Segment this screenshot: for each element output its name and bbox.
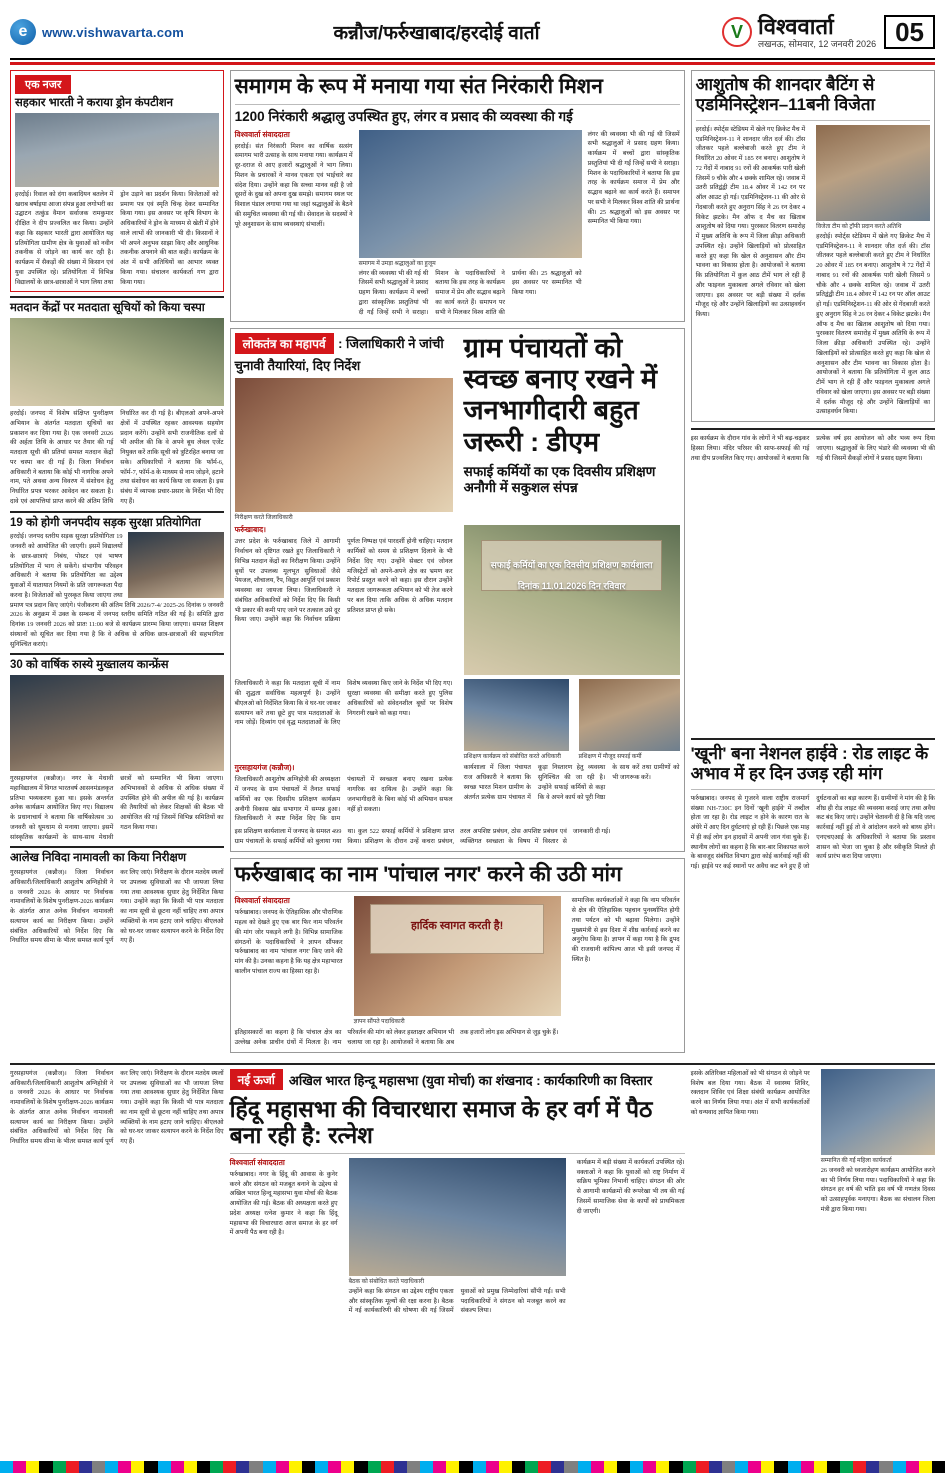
cmyk-swatch [407, 1461, 420, 1473]
ek-nazar-box [10, 70, 224, 292]
swachh-text-rest: कार्यशाला में जिला पंचायत राज अधिकारी ने बताया कि स्वच्छ भारत मिशन ग्रामीण के अंतर्गत प्रत्येक ग्राम पंचायत में कूड़ा निस्तारण हेतु व्यवस्था सुनिश्चित की जा रही है। उन्होंने सफाई कर्मियों से कहा कि वे अपने कार्य को पूरी निष्ठा के साथ करें तथा ग्रामीणों को भी जागरूक करें। [463, 764, 680, 801]
cmyk-swatch [79, 1461, 92, 1473]
cmyk-swatch [932, 1461, 945, 1473]
cmyk-swatch [144, 1461, 157, 1473]
cmyk-swatch [341, 1461, 354, 1473]
cmyk-swatch [604, 1461, 617, 1473]
article-a1-photo [15, 113, 219, 187]
cmyk-swatch [197, 1461, 210, 1473]
cmyk-swatch [591, 1461, 604, 1473]
hindu-caption-left: बैठक को संबोधित करते पदाधिकारी [348, 1278, 425, 1285]
cricket-rule [696, 120, 930, 121]
cmyk-swatch [315, 1461, 328, 1473]
swachh-text1: जिलाधिकारी आशुतोष अग्निहोत्री की अध्यक्षता में जनपद के ग्राम पंचायतों में तैनात सफाई कर्मियों का एक दिवसीय प्रशिक्षण कार्यक्रम अनौगी विकास खंड सभागार में सम्पन्न हुआ। जिलाधिकारी ने स्पष्ट निर्देश दिए कि ग्राम पंचायतों में स्वच्छता बनाए रखना प्रत्येक नागरिक का दायित्व है। उन्होंने कहा कि जनभागीदारी के बिना कोई भी अभियान सफल नहीं हो सकता। [234, 776, 453, 823]
cmyk-swatch [827, 1461, 840, 1473]
panchal-text3: इतिहासकारों का कहना है कि पांचाल क्षेत्र का उल्लेख अनेक प्राचीन ग्रंथों में मिलता है। नाम परिवर्तन की मांग को लेकर हस्ताक्षर अभियान भी चलाया जा रहा है। आयोजकों ने बताया कि अब तक हजारों लोग इस अभियान से जुड़ चुके हैं। [234, 1029, 559, 1047]
cmyk-swatch [748, 1461, 761, 1473]
cmyk-swatch [473, 1461, 486, 1473]
cmyk-swatch [669, 1461, 682, 1473]
cmyk-swatch [223, 1461, 236, 1473]
swachh-photo-right [579, 679, 680, 751]
article-a3-photo [128, 532, 224, 598]
panchayat-right-text: इस कार्यक्रम के दौरान गांव के लोगों ने भी बढ़-चढ़कर हिस्सा लिया। मंदिर परिसर की साफ-सफाई की गई तथा दीप प्रज्वलित किए गए। आयोजकों ने बताया कि प्रत्येक वर्ष इस आयोजन को और भव्य रूप दिया जाएगा। श्रद्धालुओं के लिए भंडारे की व्यवस्था भी की गई थी जिसमें सैकड़ों लोगों ने प्रसाद ग्रहण किया। [690, 435, 935, 462]
hindu-text4: इसके अतिरिक्त महिलाओं को भी संगठन से जोड़ने पर विशेष बल दिया गया। बैठक में स्वास्थ्य शिविर, रक्तदान शिविर एवं शिक्षा संबंधी कार्यक्रम आयोजित करने का निर्णय लिया गया। अंत में सभी कार्यकर्ताओं को धन्यवाद ज्ञापित किया गया। [690, 1069, 810, 1116]
swachh-banner-line2: दिनांक 11.01.2026 दिन रविवार [517, 581, 626, 592]
cmyk-swatch [289, 1461, 302, 1473]
article-a3-headline: 19 को होगी जनपदीय सड़क सुरक्षा प्रतियोगिता [10, 516, 201, 529]
cmyk-swatch [696, 1461, 709, 1473]
masthead-url-block [10, 19, 238, 45]
cricket-text-cont: हरदोई। स्पोर्ट्स स्टेडियम में खेले गए क्रिकेट मैच में एडमिनिस्ट्रेशन-11 ने शानदार जीत दर्ज की। टॉस जीतकर पहले बल्लेबाजी करते हुए टीम ने निर्धारित 20 ओवर में 185 रन बनाए। आशुतोष ने 72 गेंदों में नाबाद 91 रनों की आकर्षक पारी खेली जिसमें 9 चौके और 4 छक्के शामिल रहे। जवाब में उतरी प्रतिद्वंद्वी टीम 18.4 ओवर में 142 रन पर ऑल आउट हो गई। एडमिनिस्ट्रेशन-11 की ओर से गेंदबाजी करते हुए अनुराग सिंह ने 26 रन देकर 4 विकेट झटके। मैन ऑफ द मैच का खिताब आशुतोष को दिया गया। पुरस्कार वितरण समारोह में मुख्य अतिथि के रूप में जिला क्रीड़ा अधिकारी उपस्थित रहे। उन्होंने खिलाड़ियों को प्रोत्साहित करते हुए कहा कि खेल से अनुशासन और टीम भावना का विकास होता है। आयोजकों ने बताया कि प्रतियोगिता में कुल आठ टीमें भाग ले रही हैं और फाइनल मुकाबला अगले रविवार को खेला जाएगा। इस अवसर पर बड़ी संख्या में दर्शक मौजूद रहे और उन्होंने खिलाड़ियों का उत्साहवर्धन किया। [816, 232, 930, 416]
website-url[interactable]: www.vishwavarta.com [42, 24, 185, 40]
cmyk-swatch [394, 1461, 407, 1473]
hindu-mahasabha-article [10, 1063, 935, 1319]
cmyk-swatch [420, 1461, 433, 1473]
cmyk-swatch [774, 1461, 787, 1473]
column-left [10, 70, 224, 1059]
dm-text: उत्तर प्रदेश के फर्रुखाबाद जिले में आगामी निर्वाचन को दृष्टिगत रखते हुए जिलाधिकारी ने विभिन्न मतदान केंद्रों का निरीक्षण किया। उन्होंने बूथों पर उपलब्ध मूलभूत सुविधाओं जैसे पेयजल, शौचालय, रैंप, विद्युत आपूर्ति एवं प्रकाश व्यवस्था का जायजा लिया। जिलाधिकारी ने संबंधित अधिकारियों को निर्देश दिए कि किसी भी प्रकार की कमी पाए जाने पर तत्काल उसे दूर किया जाए। उन्होंने कहा कि निर्वाचन प्रक्रिया पूर्णतः निष्पक्ष एवं पारदर्शी होनी चाहिए। मतदान कार्मिकों को समय से प्रशिक्षण दिलाने के भी निर्देश दिए गए। उन्होंने सेक्टर एवं जोनल मजिस्ट्रेटों को अपने-अपने क्षेत्र का भ्रमण कर रिपोर्ट प्रस्तुत करने को कहा। इस दौरान उन्होंने मतदाता जागरूकता अभियान को भी तेज करने पर बल दिया ताकि अधिक से अधिक मतदान प्रतिशत प्राप्त हो सके। [234, 538, 453, 624]
highway-text: फर्रुखाबाद। जनपद से गुजरने वाला राष्ट्रीय राजमार्ग संख्या NH-730C इन दिनों 'खूनी हाईवे' में तब्दील होता जा रहा है। रोड लाइट न होने के कारण रात के अंधेरे में आए दिन दुर्घटनाएं हो रही हैं। पिछले एक माह में ही कई लोग इन हादसों में अपनी जान गंवा चुके हैं। स्थानीय लोगों का कहना है कि बार-बार शिकायत करने के बावजूद संबंधित विभाग द्वारा कोई कार्रवाई नहीं की गई। हाईवे पर कई स्थानों पर अवैध कट बने हुए हैं जो दुर्घटनाओं का बड़ा कारण हैं। ग्रामीणों ने मांग की है कि शीघ्र ही रोड लाइट की व्यवस्था कराई जाए तथा अवैध कट बंद किए जाएं। उन्होंने चेतावनी दी है कि यदि जल्द कार्रवाई नहीं हुई तो वे आंदोलन करने को बाध्य होंगे। एनएचएआई के अधिकारियों ने बताया कि प्रस्ताव शासन को भेजा जा चुका है और स्वीकृति मिलते ही कार्य प्रारंभ करा दिया जाएगा। [690, 794, 935, 871]
cricket-headline: आशुतोष की शानदार बैटिंग से एडमिनिस्ट्रेशन–11बनी विजेता [695, 75, 875, 115]
swachh-caption-left: प्रशिक्षण कार्यक्रम को संबोधित करते अधिकारी [463, 754, 561, 761]
lead-subhead: 1200 निरंकारी श्रद्धालु उपस्थित हुए, लंगर व प्रसाद की व्यवस्था की गई [234, 108, 573, 124]
article-a5-headline: आलेख निविदा नामावली का किया निरीक्षण [10, 852, 187, 865]
hindu-byline: विश्ववार्ता संवाददाता [229, 1157, 285, 1167]
cricket-article [691, 70, 935, 422]
ek-nazar-label: एक नजर [15, 75, 71, 94]
page-content [10, 70, 935, 1059]
cmyk-swatch [66, 1461, 79, 1473]
page-number: 05 [884, 15, 935, 50]
cmyk-swatch [131, 1461, 144, 1473]
cricket-photo [816, 125, 930, 221]
cmyk-swatch [158, 1461, 171, 1473]
lead-photo [359, 130, 582, 258]
panchal-rule [235, 891, 680, 892]
cmyk-swatch [171, 1461, 184, 1473]
article-a5-text: गुरसहायगंज (कन्नौज)। जिला निर्वाचन अधिकारी/जिलाधिकारी आशुतोष अग्निहोत्री ने 8 जनवरी 2026 के आधार पर निर्वाचक नामावलियों के विशेष पुनरीक्षण-2026 कार्यक्रम के अंतर्गत आज अनेक निर्वाचन नामावली सत्यापन कार्य का निरीक्षण किया। उन्होंने संबंधित अधिकारियों को निर्देश दिए कि निर्धारित समय सीमा के भीतर समस्त कार्य पूर्ण कर लिए जाएं। निरीक्षण के दौरान मतदेय स्थलों पर उपलब्ध सुविधाओं का भी जायजा लिया गया तथा आवश्यक सुधार हेतु निर्देशित किया गया। उन्होंने कहा कि किसी भी पात्र मतदाता का नाम सूची से छूटना नहीं चाहिए तथा अपात्र व्यक्तियों के नाम हटाए जाने चाहिए। बीएलओ को घर-घर जाकर सत्यापन करने के निर्देश दिए गए हैं। [10, 869, 224, 945]
hindu-text5: 26 जनवरी को ध्वजारोहण कार्यक्रम आयोजित करने का भी निर्णय लिया गया। पदाधिकारियों ने कहा कि संगठन हर वर्ष की भांति इस वर्ष भी गणतंत्र दिवस को उत्साहपूर्वक मनाएगा। बैठक का संचालन जिला मंत्री द्वारा किया गया। [820, 1166, 935, 1213]
cmyk-swatch [722, 1461, 735, 1473]
swachh-banner-line1: सफाई कर्मियों का एक दिवसीय प्रशिक्षण कार्यशाला [490, 560, 653, 571]
publication-dateline: लखनऊ, सोमवार, 12 जनवरी 2026 [758, 38, 877, 49]
hindu-right [691, 1069, 935, 1319]
dm-photo-caption: निरीक्षण करते जिलाधिकारी [234, 515, 293, 522]
hindu-left-spacer [10, 1069, 224, 1319]
panchal-banner-text: हार्दिक स्वागत करती है! [410, 920, 504, 932]
swachh-headline: ग्राम पंचायतों को स्वच्छ बनाए रखने में जनभागीदारी बहुत जरूरी : डीएम [463, 333, 658, 457]
swachh-photo-left [464, 679, 569, 751]
article-a3-text: हरदोई। जनपद स्तरीय सड़क सुरक्षा प्रतियोगिता 19 जनवरी को आयोजित की जाएगी। इसमें विद्यालयों के छात्र-छात्राएं निबंध, पोस्टर एवं भाषण प्रतियोगिता में भाग ले सकेंगे। संभागीय परिवहन अधिकारी ने बताया कि प्रतियोगिता का उद्देश्य युवाओं में यातायात नियमों के प्रति जागरूकता पैदा करना है। विजेताओं को पुरस्कृत किया जाएगा तथा प्रमाण पत्र प्रदान किए जाएंगे। पंजीकरण की अंतिम तिथि 2026/7-4/ 2025-26 दिनांक 9 जनवरी 2026 के अनुक्रम में उक्त के सम्बन्ध में जनपद स्तरीय समिति गठित की गई है। समिति द्वारा दिनांक 19 जनवरी 2026 को प्रातः 11:00 बजे से कार्यक्रम प्रारम्भ किया जाएगा। समस्त शिक्षण संस्थानों को सूचित कर दिया गया है कि वे अधिक से अधिक छात्र-छात्राओं की सहभागिता सुनिश्चित कराएं। [10, 533, 224, 648]
lead-article [230, 70, 685, 322]
article-a2-text: हरदोई। जनपद में विशेष संक्षिप्त पुनरीक्षण अभियान के अंतर्गत मतदाता सूचियों का प्रकाशन कर दिया गया है। एक जनवरी 2026 की अर्हता तिथि के आधार पर तैयार की गई मतदाता सूची की प्रतियां समस्त मतदान केंद्रों पर चस्पा कर दी गई हैं। जिला निर्वाचन अधिकारी ने बताया कि कोई भी नागरिक अपने नाम, पते अथवा अन्य विवरण में संशोधन हेतु निर्धारित प्रपत्र भरकर आवेदन कर सकता है। दावे एवं आपत्तियां प्राप्त करने की अंतिम तिथि निर्धारित कर दी गई है। बीएलओ अपने-अपने क्षेत्रों में उपस्थित रहकर आवश्यक सहयोग प्रदान करेंगे। उन्होंने सभी राजनीतिक दलों से भी अपील की कि वे अपने बूथ लेवल एजेंट नियुक्त करें ताकि सूची को त्रुटिरहित बनाया जा सके। अधिकारियों ने बताया कि फॉर्म-6, फॉर्म-7, फॉर्म-8 के माध्यम से नाम जोड़ने, हटाने तथा संशोधन का कार्य किया जा सकता है। इस संबंध में व्यापक प्रचार-प्रसार के निर्देश भी दिए गए हैं। [10, 410, 224, 505]
divider-c1 [691, 428, 935, 430]
dm-byline: फर्रुखाबाद। [234, 525, 266, 535]
divider-a4 [10, 846, 224, 848]
divider-a1 [10, 296, 224, 298]
edition-title: कन्नौज/फर्रुखाबाद/हरदोई वार्ता [333, 23, 540, 44]
lead-byline: विश्ववार्ता संवाददाता [234, 129, 290, 139]
cmyk-swatch [53, 1461, 66, 1473]
cricket-text: हरदोई। स्पोर्ट्स स्टेडियम में खेले गए क्रिकेट मैच में एडमिनिस्ट्रेशन-11 ने शानदार जीत दर्ज की। टॉस जीतकर पहले बल्लेबाजी करते हुए टीम ने निर्धारित 20 ओवर में 185 रन बनाए। आशुतोष ने 72 गेंदों में नाबाद 91 रनों की आकर्षक पारी खेली जिसमें 9 चौके और 4 छक्के शामिल रहे। जवाब में उतरी प्रतिद्वंद्वी टीम 18.4 ओवर में 142 रन पर ऑल आउट हो गई। एडमिनिस्ट्रेशन-11 की ओर से गेंदबाजी करते हुए अनुराग सिंह ने 26 रन देकर 4 विकेट झटके। मैन ऑफ द मैच का खिताब आशुतोष को दिया गया। पुरस्कार वितरण समारोह में मुख्य अतिथि के रूप में जिला क्रीड़ा अधिकारी उपस्थित रहे। उन्होंने खिलाड़ियों को प्रोत्साहित करते हुए कहा कि खेल से अनुशासन और टीम भावना का विकास होता है। आयोजकों ने बताया कि प्रतियोगिता में कुल आठ टीमें भाग ले रही हैं और फाइनल मुकाबला अगले रविवार को खेला जाएगा। इस अवसर पर बड़ी संख्या में दर्शक मौजूद रहे और उन्होंने खिलाड़ियों का उत्साहवर्धन किया। [695, 125, 806, 319]
cmyk-swatch [381, 1461, 394, 1473]
panchal-article [230, 858, 685, 1053]
cmyk-swatch [184, 1461, 197, 1473]
cmyk-swatch [433, 1461, 446, 1473]
masthead-red-rule [10, 62, 935, 65]
cmyk-swatch [0, 1461, 13, 1473]
lead-text-below: लंगर की व्यवस्था भी की गई थी जिसमें सभी श्रद्धालुओं ने प्रसाद ग्रहण किया। कार्यक्रम में बच्चों द्वारा सांस्कृतिक प्रस्तुतियां भी दी गईं जिन्हें सभी ने सराहा। मिशन के पदाधिकारियों ने बताया कि इस तरह के कार्यक्रम समाज में प्रेम और सद्भाव बढ़ाने का कार्य करते हैं। समापन पर सभी ने मिलकर विश्व शांति की प्रार्थना की। 25 श्रद्धालुओं को इस अवसर पर सम्मानित भी किया गया। [358, 269, 582, 316]
cmyk-swatch [512, 1461, 525, 1473]
publication-name: विश्ववार्ता [758, 13, 834, 39]
cmyk-swatch [919, 1461, 932, 1473]
swachh-photo-main [464, 525, 680, 675]
cmyk-swatch [630, 1461, 643, 1473]
cmyk-registration-bar [0, 1461, 945, 1473]
hindu-text2: उन्होंने कहा कि संगठन का उद्देश्य राष्ट्रीय एकता और सांस्कृतिक मूल्यों की रक्षा करना है। बैठक में नई कार्यकारिणी की घोषणा की गई जिसमें युवाओं को प्रमुख जिम्मेदारियां सौंपी गईं। सभी पदाधिकारियों ने संगठन को मजबूत करने का संकल्प लिया। [348, 1287, 566, 1315]
dm-text2: जिलाधिकारी ने कहा कि मतदाता सूची में नाम की शुद्धता सर्वाधिक महत्वपूर्ण है। उन्होंने बीएलओ को निर्देशित किया कि वे घर-घर जाकर सत्यापन करें तथा छूटे हुए पात्र मतदाताओं के नाम जोड़ें। दिव्यांग एवं वृद्ध मतदाताओं के लिए विशेष व्यवस्था किए जाने के निर्देश भी दिए गए। सुरक्षा व्यवस्था की समीक्षा करते हुए पुलिस अधिकारियों को संवेदनशील बूथों पर विशेष निगरानी रखने को कहा गया। [234, 680, 453, 727]
cmyk-swatch [92, 1461, 105, 1473]
cmyk-swatch [459, 1461, 472, 1473]
cmyk-swatch [788, 1461, 801, 1473]
lead-headline: समागम के रूप में मनाया गया संत निरंकारी मिशन [234, 75, 603, 98]
swachh-article [230, 328, 685, 851]
cmyk-swatch [236, 1461, 249, 1473]
column-right [691, 70, 935, 1059]
masthead-logo-block [635, 15, 935, 50]
lead-rule [235, 104, 680, 105]
cmyk-swatch [564, 1461, 577, 1473]
divider-c2 [691, 738, 935, 740]
cmyk-swatch [263, 1461, 276, 1473]
cmyk-swatch [879, 1461, 892, 1473]
highway-rule [691, 789, 935, 790]
hindu-left-text: गुरसहायगंज (कन्नौज)। जिला निर्वाचन अधिकारी/जिलाधिकारी आशुतोष अग्निहोत्री ने 8 जनवरी 2026 के आधार पर निर्वाचक नामावलियों के विशेष पुनरीक्षण-2026 कार्यक्रम के अंतर्गत आज अनेक निर्वाचन नामावली सत्यापन कार्य का निरीक्षण किया। उन्होंने संबंधित अधिकारियों को निर्देश दिए कि निर्धारित समय सीमा के भीतर समस्त कार्य पूर्ण कर लिए जाएं। निरीक्षण के दौरान मतदेय स्थलों पर उपलब्ध सुविधाओं का भी जायजा लिया गया तथा आवश्यक सुधार हेतु निर्देशित किया गया। उन्होंने कहा कि किसी भी पात्र मतदाता का नाम सूची से छूटना नहीं चाहिए तथा अपात्र व्यक्तियों के नाम हटाए जाने चाहिए। बीएलओ को घर-घर जाकर सत्यापन करने के निर्देश दिए गए हैं। [10, 1069, 224, 1146]
hindu-photo-right [821, 1069, 935, 1155]
article-a4-photo [10, 675, 224, 771]
cmyk-swatch [499, 1461, 512, 1473]
globe-icon: e [10, 19, 36, 45]
hindu-text1: फर्रुखाबाद। नगर के हिंदू की आवास के कुनेर करने और संगठन को मजबूत बनाने के उद्देश्य से अखिल भारत हिन्दू महासभा युवा मोर्चा की बैठक आयोजित की गई। बैठक की अध्यक्षता करते हुए प्रदेश अध्यक्ष रत्नेश कुमार ने कहा कि हिंदू महासभा की विचारधारा आज समाज के हर वर्ग में अपनी पैठ बना रही है। [229, 1170, 338, 1237]
cmyk-swatch [13, 1461, 26, 1473]
panchal-headline: फर्रुखाबाद का नाम 'पांचाल नगर' करने की उठी मांग [234, 862, 622, 886]
article-a1-text: हरदोई। रिवाल को दंगा कबादियन बतलेन में खराब बर्षाइया आजा संपन्न हुआ लगोभरी का उद्घाटन तत्कुंड वैमान सर्वाजक रामकुमार दीक्षित ने दीप प्रज्वलित कर किया। उन्होंने कहा कि सहकार भारती द्वारा आयोजित यह प्रतियोगिता ग्रामीण क्षेत्र के युवाओं को नवीन तकनीक से जोड़ने का कार्य कर रही है। कार्यक्रम में सैकड़ों की संख्या में किसान एवं युवा उपस्थित रहे। प्रतियोगिता में विभिन्न विद्यालयों के छात्र-छात्राओं ने भाग लिया तथा ड्रोन उड़ाने का प्रदर्शन किया। विजेताओं को प्रमाण पत्र एवं स्मृति चिन्ह देकर सम्मानित किया गया। इस अवसर पर कृषि विभाग के अधिकारियों ने ड्रोन के माध्यम से खेती में होने वाले लाभों की जानकारी भी दी। किसानों ने भी अपने अनुभव साझा किए और आधुनिक तकनीक अपनाने की बात कही। कार्यक्रम के अंत में सभी अतिथियों का आभार व्यक्त किया गया। संचालन कार्यकर्ता गण द्वारा किया गया। [15, 190, 219, 286]
cmyk-swatch [26, 1461, 39, 1473]
lead-text-right: लंगर की व्यवस्था भी की गई थी जिसमें सभी श्रद्धालुओं ने प्रसाद ग्रहण किया। कार्यक्रम में बच्चों द्वारा सांस्कृतिक प्रस्तुतियां भी दी गईं जिन्हें सभी ने सराहा। मिशन के पदाधिकारियों ने बताया कि इस तरह के कार्यक्रम समाज में प्रेम और सद्भाव बढ़ाने का कार्य करते हैं। समापन पर सभी ने मिलकर विश्व शांति की प्रार्थना की। 25 श्रद्धालुओं को इस अवसर पर सम्मानित भी किया गया। [587, 130, 680, 226]
cmyk-swatch [105, 1461, 118, 1473]
highway-headline: 'खूनी' बना नेशनल हाईवे : रोड लाइट के अभाव में हर दिन उजड़ रही मांग [690, 744, 929, 784]
cmyk-swatch [328, 1461, 341, 1473]
divider-a2 [10, 511, 224, 513]
lead-text-left: हरदोई। संत निरंकारी मिशन का वार्षिक सत्संग समागम भारी उत्साह के साथ मनाया गया। कार्यक्रम में दूर-दराज से आए हजारों श्रद्धालुओं ने भाग लिया। मिशन के प्रचारकों ने मानव एकता एवं भाईचारे का संदेश दिया। उन्होंने कहा कि सच्चा मानव वही है जो दूसरों के दुख को अपना दुख समझे। समागम स्थल पर विशाल पंडाल लगाया गया था जहां श्रद्धालुओं के बैठने की समुचित व्यवस्था की गई थी। सेवादल के सदस्यों ने पूरे अनुशासन के साथ व्यवस्थाएं संभालीं। [234, 142, 353, 228]
hindu-caption-right: सम्मानित की गईं महिला कार्यकर्ता [820, 1157, 892, 1164]
lead-photo-caption: समागम में उमड़ा श्रद्धालुओं का हुजूम [358, 260, 436, 267]
swachh-caption-right: प्रशिक्षण में मौजूद सफाई कर्मी [578, 754, 642, 761]
cmyk-swatch [368, 1461, 381, 1473]
dm-kicker-tail: : जिलाधिकारी ने जांची चुनावी तैयारियां, दिए निर्देश [234, 336, 444, 374]
cmyk-swatch [578, 1461, 591, 1473]
logo-mark-icon: V [722, 17, 752, 47]
cmyk-swatch [735, 1461, 748, 1473]
cricket-photo-caption: विजेता टीम को ट्रॉफी प्रदान करते अतिथि [816, 223, 902, 230]
cmyk-swatch [814, 1461, 827, 1473]
dm-photo [235, 378, 453, 512]
cmyk-swatch [118, 1461, 131, 1473]
cmyk-swatch [643, 1461, 656, 1473]
dm-kicker: लोकतंत्र का महापर्व [235, 333, 334, 354]
cmyk-swatch [906, 1461, 919, 1473]
cmyk-swatch [210, 1461, 223, 1473]
cmyk-swatch [683, 1461, 696, 1473]
cmyk-swatch [656, 1461, 669, 1473]
panchal-photo [354, 896, 561, 1016]
cmyk-swatch [893, 1461, 906, 1473]
hindu-rule [230, 1153, 685, 1154]
divider-a3 [10, 653, 224, 655]
hindu-kicker: नई ऊर्जा [230, 1069, 283, 1090]
cmyk-swatch [866, 1461, 879, 1473]
article-a2-headline: मतदान केंद्रों पर मतदाता सूचियों को किया चस्पा [10, 302, 205, 315]
hindu-photo [349, 1158, 566, 1276]
cmyk-swatch [801, 1461, 814, 1473]
cmyk-swatch [551, 1461, 564, 1473]
hindu-headline: हिंदू महासभा की विचारधारा समाज के हर वर्ग में पैठ बना रही है: रत्नेश [229, 1095, 653, 1149]
column-center [230, 70, 685, 1059]
cmyk-swatch [840, 1461, 853, 1473]
panchal-photo-caption: ज्ञापन सौंपते पदाधिकारी [353, 1019, 405, 1026]
cmyk-swatch [761, 1461, 774, 1473]
article-a2-photo [10, 318, 224, 406]
article-a4-text: गुरसहायगंज (कन्नौज)। नगर के मेधावी महाविद्यालय में विगत भारतवर्ष आसनमंडलकृत प्रतिभा भव्यकरण हुआ था। इसके अन्तर्गत अनेक कार्यक्रम आयोजित किए गए। विद्यालय के प्रधानाचार्य ने बताया कि वार्षिकोत्सव 30 जनवरी को धूमधाम से मनाया जाएगा। इसमें सांस्कृतिक कार्यक्रमों के साथ-साथ मेधावी छात्रों को सम्मानित भी किया जाएगा। अभिभावकों से अधिक से अधिक संख्या में उपस्थित होने की अपील की गई है। कार्यक्रम की तैयारियों को लेकर शिक्षकों की बैठक भी आयोजित की गई जिसमें विभिन्न समितियों का गठन किया गया। [10, 775, 224, 841]
article-a1-headline: सहकार भारती ने कराया ड्रोन कंपटीशन [15, 97, 174, 109]
cmyk-swatch [302, 1461, 315, 1473]
cmyk-swatch [249, 1461, 262, 1473]
publication-logo [722, 13, 877, 49]
panchal-text2: सामाजिक कार्यकर्ताओं ने कहा कि नाम परिवर्तन से क्षेत्र की ऐतिहासिक पहचान पुनर्स्थापित होगी तथा पर्यटन को भी बढ़ावा मिलेगा। उन्होंने मुख्यमंत्री से इस दिशा में शीघ्र कार्रवाई करने का अनुरोध किया है। ज्ञापन में कहा गया है कि द्रुपद की राजधानी कांपिल्य आज भी इसी जनपद में स्थित है। [571, 897, 680, 963]
cmyk-swatch [525, 1461, 538, 1473]
cmyk-swatch [486, 1461, 499, 1473]
swachh-subhead: सफाई कर्मियों का एक दिवसीय प्रशिक्षण अनौगी में सकुशल संपन्न [463, 463, 656, 496]
swachh-byline: गुरसहायगंज (कन्नौज)। [234, 763, 295, 773]
cmyk-swatch [354, 1461, 367, 1473]
cmyk-swatch [446, 1461, 459, 1473]
article-a4-headline: 30 को वार्षिक रुास्ये मुख्तालय कान्फ्रेंस [10, 659, 169, 672]
cmyk-swatch [853, 1461, 866, 1473]
hindu-subline: अखिल भारत हिन्दू महासभा (युवा मोर्चा) का शंखनाद : कार्यकारिणी का विस्तार [288, 1072, 653, 1088]
masthead [10, 6, 935, 60]
swachh-text2: इस प्रशिक्षण कार्यशाला में जनपद के समस्त 499 ग्राम पंचायतों के सफाई कर्मियों को बुलाया गया था। कुल 522 सफाई कर्मियों ने प्रशिक्षण प्राप्त किया। प्रशिक्षण के दौरान उन्हें कचरा प्रबंधन, तरल अपशिष्ट प्रबंधन, ठोस अपशिष्ट प्रबंधन एवं व्यक्तिगत स्वच्छता के विषय में विस्तार से जानकारी दी गई। [234, 828, 611, 845]
cmyk-swatch [39, 1461, 52, 1473]
cmyk-swatch [709, 1461, 722, 1473]
panchal-byline: विश्ववार्ता संवाददाता [234, 896, 290, 906]
hindu-text3: कार्यक्रम में बड़ी संख्या में कार्यकर्ता उपस्थित रहे। वक्ताओं ने कहा कि युवाओं को राष्ट्र निर्माण में सक्रिय भूमिका निभानी चाहिए। संगठन की ओर से आगामी कार्यक्रमों की रूपरेखा भी तय की गई जिसमें सामाजिक सेवा के कार्यों को प्राथमिकता दी जाएगी। [576, 1158, 685, 1215]
cmyk-swatch [538, 1461, 551, 1473]
hindu-center [230, 1069, 685, 1319]
panchal-text1: फर्रुखाबाद। जनपद के ऐतिहासिक और पौराणिक महत्व को देखते हुए एक बार फिर नाम परिवर्तन की मांग जोर पकड़ने लगी है। विभिन्न सामाजिक संगठनों के पदाधिकारियों ने ज्ञापन सौंपकर फर्रुखाबाद का नाम 'पांचाल नगर' किए जाने की मांग की है। उनका कहना है कि यह क्षेत्र महाभारत कालीन पांचाल राज्य का हिस्सा रहा है। [234, 909, 343, 975]
cmyk-swatch [276, 1461, 289, 1473]
cmyk-swatch [617, 1461, 630, 1473]
